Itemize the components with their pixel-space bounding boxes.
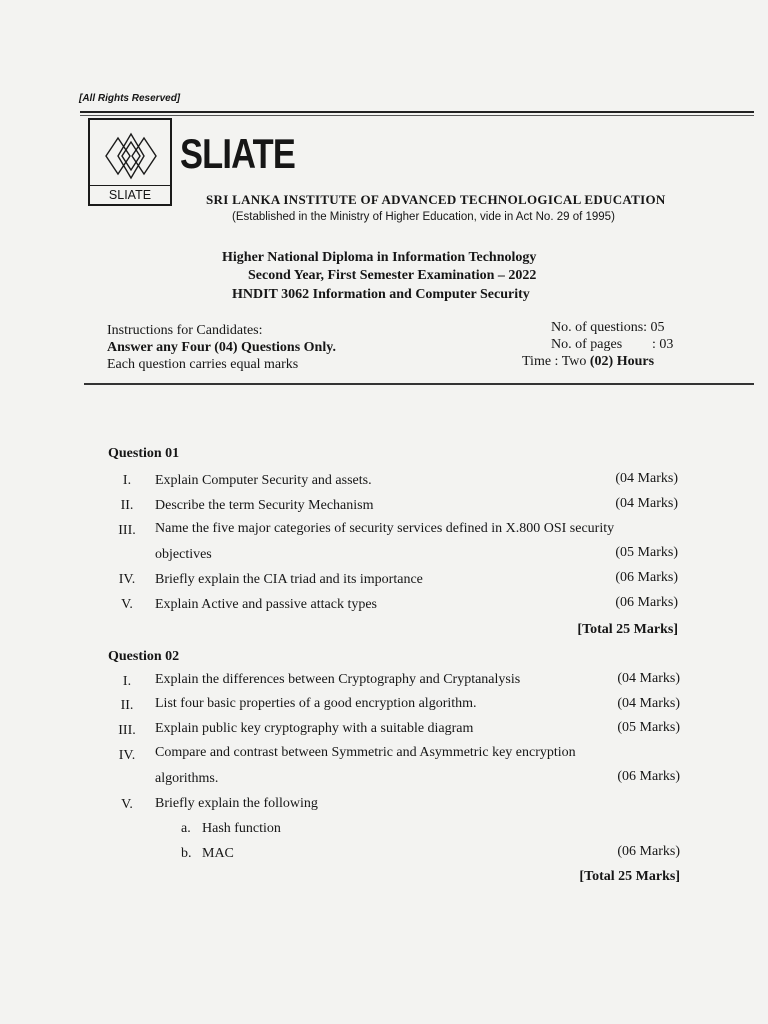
q2-total: [Total 25 Marks] <box>579 869 680 884</box>
time-prefix: Time : Two <box>522 354 590 369</box>
semester-title: Second Year, First Semester Examination – 2022 <box>248 268 537 283</box>
q2-item-4-marks: (06 Marks) <box>617 769 680 784</box>
q2-item-5-text: Briefly explain the following <box>155 796 318 811</box>
q1-item-1-num: I. <box>122 473 132 488</box>
num-questions: No. of questions: 05 <box>551 320 665 335</box>
q2-item-1-marks: (04 Marks) <box>617 671 680 686</box>
q2-item-5-sub-b-text: MAC <box>202 846 234 861</box>
brand-name: SLIATE <box>180 130 295 177</box>
logo-label: SLIATE <box>90 185 170 202</box>
q2-item-2-num: II. <box>120 698 134 713</box>
q1-item-4-text: Briefly explain the CIA triad and its importance <box>155 572 423 587</box>
q2-item-4-text: Compare and contrast between Symmetric and Asymmetric key encryption <box>155 745 576 760</box>
question-01-title: Question 01 <box>108 446 180 461</box>
q2-item-4-text-cont: algorithms. <box>155 771 219 786</box>
time-allowed <box>522 354 654 370</box>
instructions-title: Instructions for Candidates: <box>107 323 263 338</box>
q2-item-1-num: I. <box>122 674 132 689</box>
q1-item-3-num: III. <box>118 523 136 538</box>
q2-item-5-marks: (06 Marks) <box>617 844 680 859</box>
q1-item-5-text: Explain Active and passive attack types <box>155 597 377 612</box>
q1-item-4-num: IV. <box>118 572 136 587</box>
q2-item-1-text: Explain the differences between Cryptography and Cryptanalysis <box>155 672 521 687</box>
sliate-logo <box>88 118 172 206</box>
q1-item-2-num: II. <box>120 498 134 513</box>
q1-total: [Total 25 Marks] <box>577 622 678 637</box>
established-note: (Established in the Ministry of Higher Education, vide in Act No. 29 of 1995) <box>232 211 615 223</box>
top-rule-thin <box>80 115 754 116</box>
instructions-equal: Each question carries equal marks <box>107 357 299 372</box>
time-bold: (02) Hours <box>589 354 655 369</box>
header-divider <box>84 383 754 385</box>
institute-name: SRI LANKA INSTITUTE OF ADVANCED TECHNOLOGICAL EDUCATION <box>206 192 666 207</box>
top-rule <box>80 111 754 113</box>
q2-item-5-sub-b-label: b. <box>181 846 192 861</box>
q1-item-3-text: Name the five major categories of security services defined in X.800 OSI security <box>155 521 615 536</box>
q2-item-4-num: IV. <box>118 748 136 763</box>
q2-item-5-sub-a-label: a. <box>181 821 191 836</box>
q1-item-4-marks: (06 Marks) <box>615 570 678 585</box>
q2-item-5-num: V. <box>121 797 133 812</box>
q1-item-5-marks: (06 Marks) <box>615 595 678 610</box>
diamond-logo-icon <box>100 128 162 184</box>
question-02-title: Question 02 <box>108 649 180 664</box>
instructions-answer: Answer any Four (04) Questions Only. <box>107 340 336 355</box>
num-pages-label: No. of pages <box>551 337 623 352</box>
q2-item-2-text: List four basic properties of a good encryption algorithm. <box>155 696 477 711</box>
q2-item-2-marks: (04 Marks) <box>617 696 680 711</box>
module-title: HNDIT 3062 Information and Computer Security <box>232 287 530 302</box>
q2-item-3-text: Explain public key cryptography with a suitable diagram <box>155 721 474 736</box>
q2-item-3-num: III. <box>118 723 136 738</box>
q1-item-1-marks: (04 Marks) <box>615 471 678 486</box>
rights-reserved: [All Rights Reserved] <box>79 93 181 104</box>
q2-item-3-marks: (05 Marks) <box>617 720 680 735</box>
q1-item-2-text: Describe the term Security Mechanism <box>155 498 374 513</box>
q2-item-5-sub-a-text: Hash function <box>202 821 281 836</box>
q1-item-2-marks: (04 Marks) <box>615 496 678 511</box>
q1-item-5-num: V. <box>121 597 133 612</box>
q1-item-3-marks: (05 Marks) <box>615 545 678 560</box>
q1-item-3-text-cont: objectives <box>155 547 212 562</box>
programme-title: Higher National Diploma in Information Technology <box>222 250 537 265</box>
num-pages-value: : 03 <box>652 337 674 352</box>
q1-item-1-text: Explain Computer Security and assets. <box>155 473 372 488</box>
